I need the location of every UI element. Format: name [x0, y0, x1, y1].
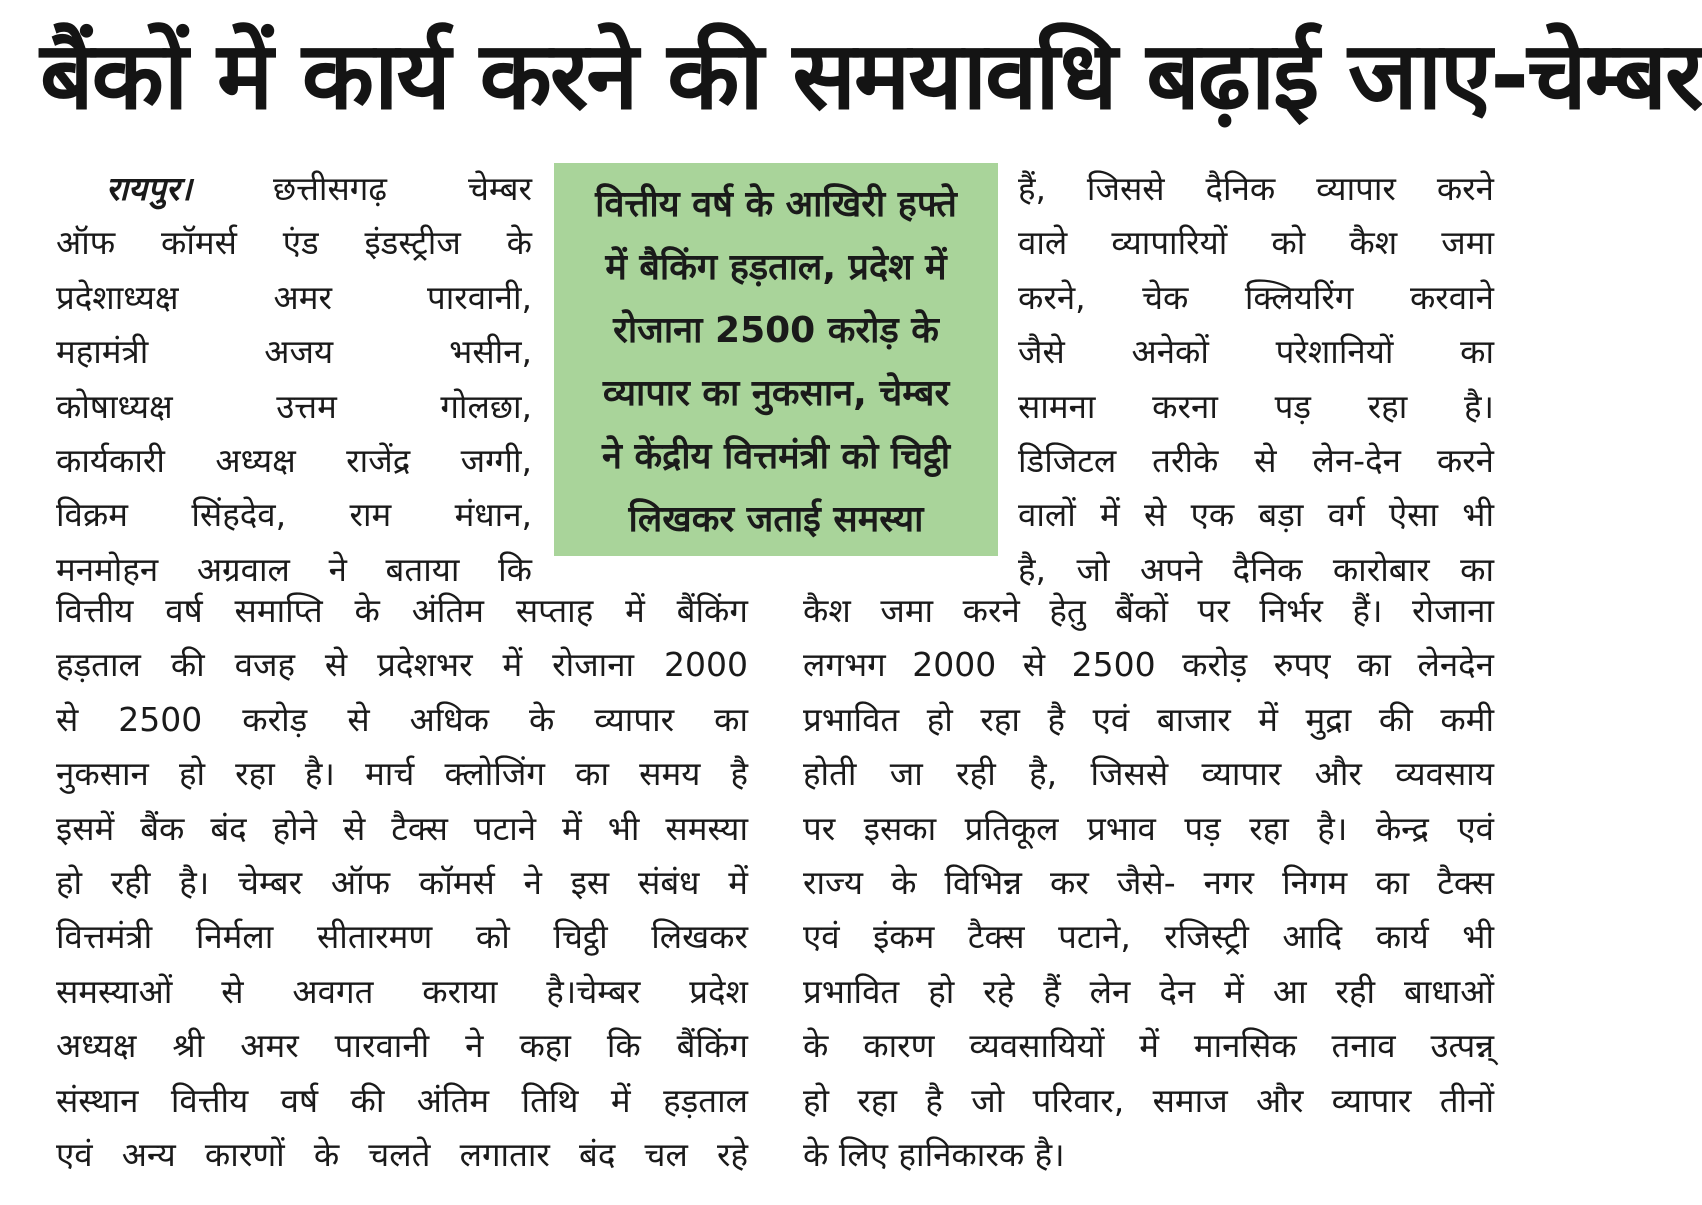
highlight-line: व्यापार का नुकसान, चेम्बर	[602, 373, 950, 414]
column-3-line: इसमें बैंक बंद होने से टैक्स पटाने में भी समस्या	[56, 808, 748, 848]
column-4	[803, 584, 1494, 1182]
column-2	[1018, 162, 1494, 597]
column-2-line: है, जो अपने दैनिक कारोबार का	[1018, 549, 1494, 589]
column-1-line-text: छत्तीसगढ़ चेम्बर	[272, 169, 532, 208]
column-3-line: संस्थान वित्तीय वर्ष की अंतिम तिथि में हड़ताल	[56, 1080, 748, 1120]
column-3-line: से 2500 करोड़ से अधिक के व्यापार का	[56, 699, 748, 739]
highlight-line: रोजाना 2500 करोड़ के	[613, 310, 939, 351]
highlight-box	[554, 163, 998, 556]
column-3-line: समस्याओं से अवगत कराया है।चेम्बर प्रदेश	[56, 971, 748, 1011]
column-2-line: वाले व्यापारियों को कैश जमा	[1018, 223, 1494, 263]
highlight-line: में बैकिंग हड़ताल, प्रदेश में	[605, 247, 947, 288]
column-4-line: पर इसका प्रतिकूल प्रभाव पड़ रहा है। केन्द्र एवं	[803, 808, 1494, 848]
column-1-line: कोषाध्यक्ष उत्तम गोलछा,	[56, 386, 532, 426]
column-2-line: हैं, जिससे दैनिक व्यापार करने	[1018, 169, 1494, 208]
column-1-line: विक्रम सिंहदेव, राम मंधान,	[56, 495, 532, 535]
column-2-line: जैसे अनेकों परेशानियों का	[1018, 332, 1494, 372]
column-1-line: ऑफ कॉमर्स एंड इंडस्ट्रीज के	[56, 223, 532, 263]
highlight-line: वित्तीय वर्ष के आखिरी हफ्ते	[595, 184, 957, 225]
highlight-line: ने केंद्रीय वित्तमंत्री को चिट्ठी	[601, 436, 951, 477]
column-4-line: राज्य के विभिन्न कर जैसे- नगर निगम का टैक्स	[803, 862, 1494, 902]
column-1-line: महामंत्री अजय भसीन,	[56, 332, 532, 372]
headline: बैंकों में कार्य करने की समयावधि बढ़ाई जाए-चेम्बर	[40, 22, 1702, 131]
dateline: रायपुर।	[106, 169, 192, 208]
column-2-line: करने, चेक क्लियरिंग करवाने	[1018, 277, 1494, 317]
column-4-line: प्रभावित हो रहे हैं लेन देन में आ रही बाधाओं	[803, 971, 1494, 1011]
highlight-line: लिखकर जताई समस्या	[628, 499, 924, 540]
column-3-line: अध्यक्ष श्री अमर पारवानी ने कहा कि बैंकिंग	[56, 1026, 748, 1066]
column-3-line: नुकसान हो रहा है। मार्च क्लोजिंग का समय है	[56, 754, 748, 794]
column-3-line: हो रही है। चेम्बर ऑफ कॉमर्स ने इस संबंध में	[56, 862, 748, 902]
column-1-line: प्रदेशाध्यक्ष अमर पारवानी,	[56, 277, 532, 317]
column-4-line: होती जा रही है, जिससे व्यापार और व्यवसाय	[803, 754, 1494, 794]
column-3-line: वित्तीय वर्ष समाप्ति के अंतिम सप्ताह में बैंकिंग	[56, 591, 748, 630]
column-4-line: एवं इंकम टैक्स पटाने, रजिस्ट्री आदि कार्य भी	[803, 917, 1494, 957]
column-4-line: के लिए हानिकारक है।	[803, 1134, 1065, 1174]
column-4-line: कैश जमा करने हेतु बैंकों पर निर्भर हैं। रोजाना	[803, 591, 1494, 630]
column-4-line: के कारण व्यवसायियों में मानसिक तनाव उत्पन्न्	[803, 1026, 1494, 1066]
column-3-line: वित्तमंत्री निर्मला सीतारमण को चिट्ठी लिखकर	[56, 917, 748, 957]
column-2-line: सामना करना पड़ रहा है।	[1018, 386, 1494, 426]
column-4-line: लगभग 2000 से 2500 करोड़ रुपए का लेनदेन	[803, 645, 1494, 685]
column-2-line: डिजिटल तरीके से लेन-देन करने	[1018, 440, 1494, 480]
column-2-line: वालों में से एक बड़ा वर्ग ऐसा भी	[1018, 495, 1494, 535]
column-4-line: प्रभावित हो रहा है एवं बाजार में मुद्रा की कमी	[803, 699, 1494, 739]
column-1	[56, 162, 532, 597]
column-1-line: कार्यकारी अध्यक्ष राजेंद्र जग्गी,	[56, 440, 532, 480]
column-1-line: मनमोहन अग्रवाल ने बताया कि	[56, 549, 532, 589]
column-4-line: हो रहा है जो परिवार, समाज और व्यापार तीनों	[803, 1080, 1494, 1120]
column-3	[56, 584, 748, 1182]
column-1-line	[56, 162, 532, 216]
column-3-line: एवं अन्य कारणों के चलते लगातार बंद चल रहे	[56, 1134, 748, 1174]
column-3-line: हड़ताल की वजह से प्रदेशभर में रोजाना 2000	[56, 645, 748, 685]
